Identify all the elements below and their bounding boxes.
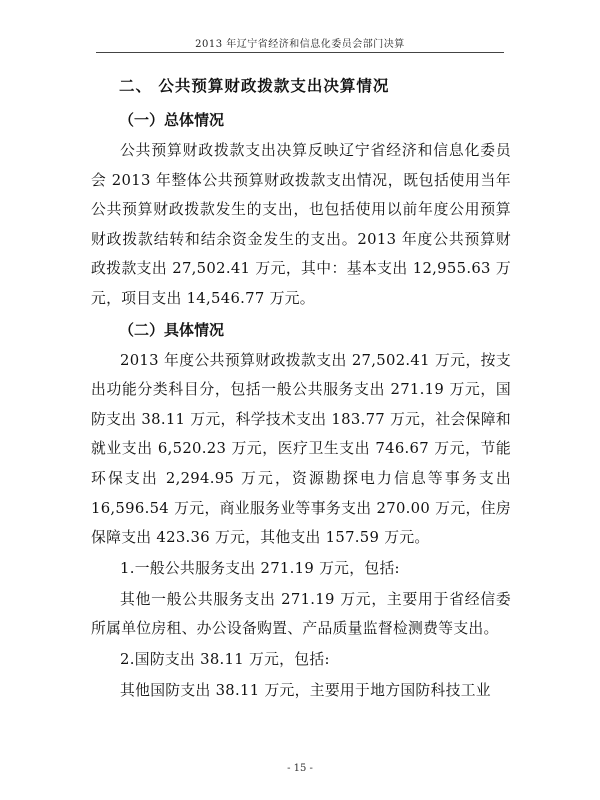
item1-title: 1.一般公共服务支出 271.19 万元，包括: — [120, 559, 400, 577]
item1-text: 其他一般公共服务支出 271.19 万元，主要用于省经信委所属单位房租、办公设备购置、产品质量监督检测费等支出。 — [91, 590, 511, 638]
running-header: 2013 年辽宁省经济和信息化委员会部门决算 — [195, 39, 405, 50]
subsection-heading-overall: （一）总体情况 — [119, 111, 225, 129]
page-number: - 15 - — [287, 763, 313, 774]
header-divider — [96, 52, 504, 53]
document-body — [91, 68, 511, 706]
overall-paragraph: 公共预算财政拨款支出决算反映辽宁省经济和信息化委员会 2013 年整体公共预算财政拨款支出情况，既包括使用当年公共预算财政拨款发生的支出，也包括使用以前年度公用预算财政拨款结转和结余资金发生的支出。2013 年度公共预算财政拨款支出 27,502.41 万元，其中：基本支出 12,955.63 万元，项目支出 14,546.77 万元。 — [91, 142, 511, 307]
item2-text: 其他国防支出 38.11 万元，主要用于地方国防科技工业 — [120, 681, 491, 699]
item2-title: 2.国防支出 38.11 万元，包括: — [120, 650, 330, 668]
subsection-heading-detail: （二）具体情况 — [119, 320, 225, 339]
section-heading: 二、 公共预算财政拨款支出决算情况 — [119, 77, 390, 95]
detail-paragraph: 2013 年度公共预算财政拨款支出 27,502.41 万元，按支出功能分类科目分，包括一般公共服务支出 271.19 万元，国防支出 38.11 万元，科学技术支出 183.77 万元，社会保障和就业支出 6,520.23 万元，医疗卫生支出 746.67 万元，节能环保支出 2,294.95 万元，资源勘探电力信息等事务支出 16,596.54 万元，商业服务业等事务支出 270.00 万元，住房保障支出 423.36 万元，其他支出 157.59 万元。 — [91, 351, 511, 547]
